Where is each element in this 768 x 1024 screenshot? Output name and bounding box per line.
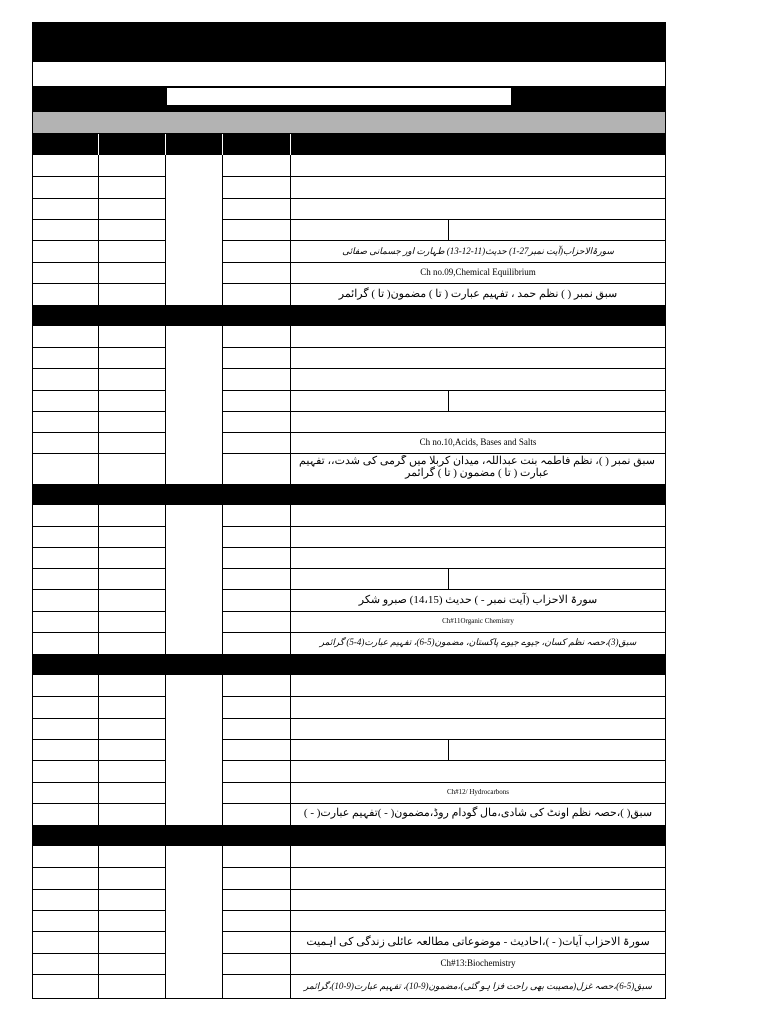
chemistry-text: Ch#12/ Hydrocarbons (446, 788, 510, 796)
column-line (290, 155, 291, 305)
row-line (222, 198, 666, 199)
row-line (222, 889, 666, 890)
column-line (165, 505, 166, 654)
row-line (222, 453, 666, 454)
row-line (222, 547, 666, 548)
week-separator (32, 484, 666, 505)
page-border (32, 22, 666, 999)
column-line (98, 505, 99, 654)
islamiat-text: سورۃ الاحزاب (آیت نمبر - ) حدیث (14،15) صبرو شکر (358, 594, 598, 606)
islamiat-text: سورۃ الاحزاب آیات( - )،احادیث - موضوعاتی مطالعہ عائلی زندگی کی اہمیت (306, 936, 650, 948)
chemistry-text: Ch#11Organic Chemistry (442, 617, 514, 625)
row-line (222, 760, 666, 761)
cell-split-line (448, 568, 449, 589)
row-line (222, 696, 666, 697)
column-line (222, 675, 223, 825)
row-line (222, 368, 666, 369)
row-line (222, 176, 666, 177)
row-line (222, 411, 666, 412)
header-name-field (167, 88, 511, 105)
row-line (222, 910, 666, 911)
column-line (222, 326, 223, 484)
week-separator (32, 654, 666, 675)
column-line (98, 155, 99, 305)
islamiat-text: سورۃالاحزاب(آیت نمبر27-1) حدیث(11-12-13) طہارت اور جسمانی صفائی (342, 246, 614, 256)
column-line (222, 155, 223, 305)
header-band (32, 22, 666, 62)
column-line (98, 675, 99, 825)
urdu-text: سبق(3)،حصہ نظم کسان، جیوے جیوے پاکستان، مضمون(5-6)، تفہیم عبارت(4-5) گرائمر (319, 637, 637, 647)
column-line (165, 326, 166, 484)
header-title-row (32, 62, 666, 86)
chemistry-text: Ch no.09,Chemical Equilibrium (420, 267, 536, 277)
column-line (290, 505, 291, 654)
column-line (165, 675, 166, 825)
chemistry-text: Ch#13:Biochemistry (440, 958, 516, 968)
column-line (222, 846, 223, 999)
header-gray-row (32, 111, 666, 134)
row-line (222, 347, 666, 348)
row-line (222, 867, 666, 868)
column-line (98, 846, 99, 999)
column-line (222, 505, 223, 654)
urdu-text: سبق(5-6)،حصہ غزل(مصیبت بھی راحت فزا ہو گئی)،مضمون(9-10)، تفہیم عبارت(9-10)،گرائمر (304, 981, 652, 991)
week-separator (32, 305, 666, 326)
urdu-text: سبق( )،حصہ نظم اونٹ کی شادی،مال گودام روڈ،مضمون( - )تفہیم عبارت( - ) (303, 807, 653, 819)
urdu-text: سبق نمبر ( )، نظم فاطمہ بنت عبداللہ، میدان کربلا میں گرمی کی شدت،، تفہیم عبارت ( تا ) مضمون ( تا ) گرائمر (299, 455, 655, 479)
week-separator (32, 825, 666, 846)
row-line (222, 390, 666, 391)
column-line (165, 155, 166, 305)
column-line (98, 326, 99, 484)
row-line (222, 568, 666, 569)
urdu-text: سبق نمبر ( ) نظم حمد ، تفہیم عبارت ( تا ) مضمون( تا ) گرائمر (338, 288, 618, 300)
row-line (222, 526, 666, 527)
column-line (290, 846, 291, 999)
cell-split-line (448, 739, 449, 760)
row-line (222, 718, 666, 719)
row-line (222, 219, 666, 220)
row-line (222, 739, 666, 740)
column-line (165, 846, 166, 999)
cell-split-line (448, 219, 449, 240)
cell-split-line (448, 390, 449, 411)
chemistry-text: Ch no.10,Acids, Bases and Salts (419, 437, 537, 447)
column-line (290, 326, 291, 484)
column-line (290, 675, 291, 825)
column-header-row (32, 134, 666, 155)
